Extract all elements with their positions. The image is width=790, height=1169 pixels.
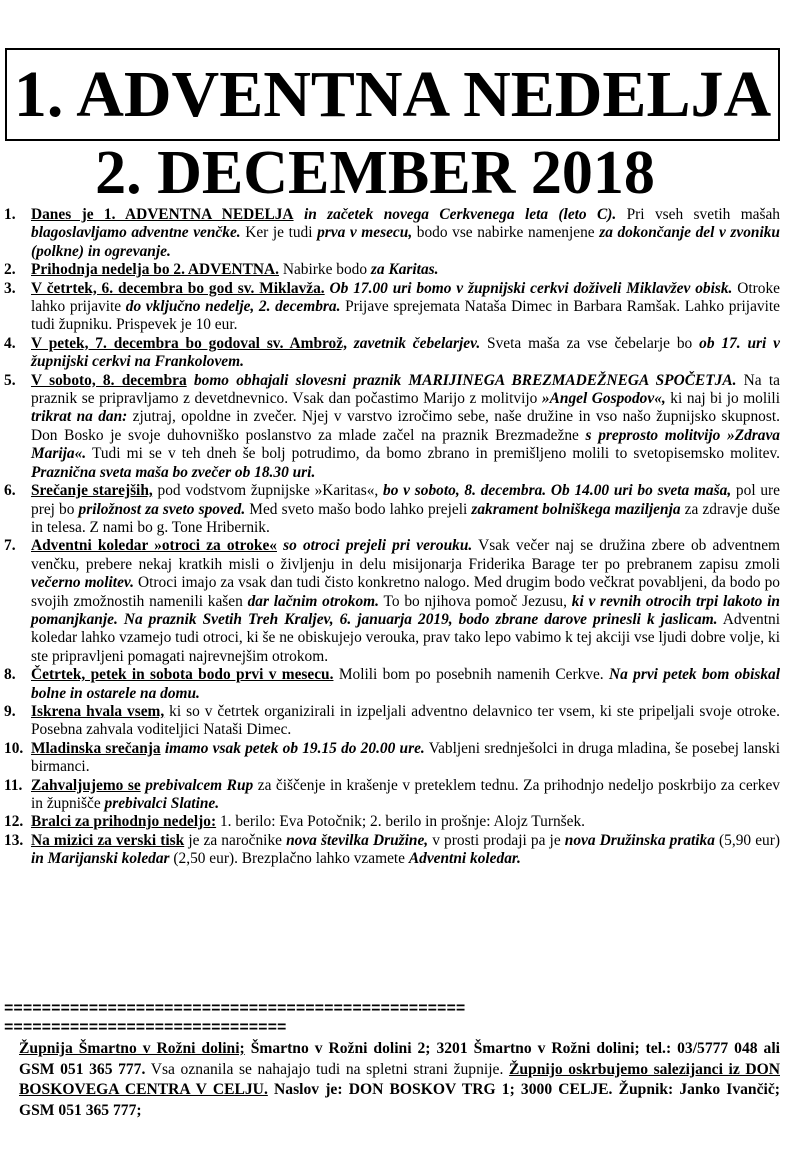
- item-emphasis: bo v soboto, 8. decembra. Ob 14.00 uri bo sveta maša,: [383, 482, 732, 500]
- item-emphasis: zavetnik čebelarjev.: [353, 334, 481, 352]
- item-emphasis: Praznična sveta maša bo zvečer ob 18.30 uri.: [31, 463, 316, 481]
- item-emphasis: prva v mesecu,: [317, 224, 413, 242]
- item-number: 12.: [4, 813, 24, 831]
- item-number: 7.: [4, 537, 16, 555]
- item-emphasis: za dokončanje del v zvoniku (polkne) in ogrevanje.: [31, 224, 780, 260]
- item-text: pol ure prej bo: [31, 482, 781, 518]
- announcement-item: [4, 537, 780, 666]
- item-emphasis: Ob 17.00 uri bomo v župnijski cerkvi doživeli Miklavžev obisk.: [329, 279, 733, 297]
- item-text: Vabljeni srednješolci in druga mladina, še posebej lanski birmanci.: [31, 739, 781, 776]
- item-heading: Danes je 1. ADVENTNA NEDELJA: [31, 206, 294, 223]
- item-number: 10.: [4, 739, 24, 757]
- item-number: 1.: [4, 206, 16, 223]
- item-text: za čiščenje in krašenje v preteklem tednu. Za prihodnjo nedeljo poskrbijo za cerkev in župnišče: [31, 776, 780, 812]
- item-heading: Iskrena hvala vsem,: [31, 702, 165, 720]
- item-heading: Srečanje starejših,: [31, 482, 153, 500]
- item-number: 2.: [4, 261, 16, 279]
- item-text: [347, 335, 354, 352]
- item-number: 11.: [4, 776, 23, 794]
- announcement-list: [4, 206, 780, 869]
- item-text: Adventni koledar lahko vzamejo tudi otroci, ki še ne obiskujejo verouka, prav tako lepo vabimo k tej akciji vse ljudi dobre volje, ki ste pripravljeni pomagati najrevnejšim otrokom.: [31, 610, 780, 665]
- parish-footer: [19, 1039, 780, 1121]
- announcement-item: [4, 261, 780, 279]
- page-date: 2. DECEMBER 2018: [95, 139, 655, 207]
- item-emphasis: bomo obhajali slovesni praznik MARIJINEGA BREZMADEŽNEGA SPOČETJA.: [193, 371, 737, 389]
- separator: [4, 1000, 784, 1038]
- item-emphasis: imamo vsak petek ob 19.15 do 20.00 ure.: [164, 739, 425, 757]
- website-note: Vsa oznanila se nahajajo tudi na spletni strani župnije.: [145, 1060, 504, 1078]
- separator-line-1: =================================================: [4, 1000, 466, 1018]
- item-text: Ker je tudi: [240, 224, 318, 242]
- item-text: Med sveto mašo bodo lahko prejeli: [245, 500, 472, 518]
- item-text: Otroci imajo za vsak dan tudi čisto konkretno nalogo. Med drugim bodo večkrat povabljeni, da bodo po svojih zmožnostih namenili kašen: [31, 574, 780, 610]
- announcement-item: [4, 482, 780, 537]
- item-text: zjutraj, opoldne in zvečer. Njej v varstvo izročimo sebe, naše družine in vso našo župnijsko skupnost. Don Bosko je svoje duhovniško poslanstvo za mlade začel na praznik Brezmadežne: [31, 408, 780, 444]
- item-text: (2,50 eur). Brezplačno lahko vzamete: [169, 850, 409, 868]
- item-text: Na ta praznik se pripravljamo z devetdnevnico. Vsak dan počastimo Marijo z molitvijo: [31, 371, 780, 408]
- item-emphasis: prebivalci Slatine.: [104, 795, 220, 812]
- announcement-item: [4, 206, 780, 261]
- center-address: Naslov je: DON BOSKOV TRG 1; 3000 CELJE. Župnik: Janko Ivančič; GSM 051 365 777;: [19, 1081, 780, 1119]
- item-text: Sveta maša za vse čebelarje bo: [480, 334, 700, 352]
- item-text: Molili bom po posebnih namenih Cerkve.: [333, 666, 609, 684]
- item-text: Tudi mi se v teh dneh še bolj potrudimo, da bomo zbrano in premišljeno molili to svetopisemsko molitev.: [86, 445, 780, 463]
- announcement-item: [4, 813, 780, 831]
- item-text: pod vodstvom župnijske »Karitas«,: [152, 482, 384, 500]
- page-title: 1. ADVENTNA NEDELJA: [13, 57, 772, 131]
- item-emphasis: do vključno nedelje, 2. decembra.: [125, 298, 341, 316]
- separator-line-2: ==============================: [4, 1019, 287, 1037]
- item-emphasis: Na prvi petek bom obiskal bolne in ostarele na domu.: [31, 666, 780, 702]
- item-text: za zdravje duše in telesa. Z nami bo g. Tone Hribernik.: [31, 500, 781, 536]
- parish-address: Šmartno v Rožni dolini 2; 3201 Šmartno v Rožni dolini; tel.: 03/5777 048 ali GSM 051 365 777.: [19, 1040, 780, 1078]
- item-heading: Adventni koledar »otroci za otroke«: [31, 537, 277, 555]
- item-text: Otroke lahko prijavite: [31, 279, 781, 316]
- item-emphasis: so otroci prejeli pri verouku.: [283, 537, 473, 555]
- item-text: [294, 206, 304, 223]
- item-text: 1. berilo: Eva Potočnik; 2. berilo in prošnje: Alojz Turnšek.: [216, 813, 586, 831]
- item-emphasis: nova Družinska pratika: [564, 831, 715, 849]
- item-emphasis: in začetek novega Cerkvenega leta (leto C).: [303, 206, 617, 223]
- announcement-item: [4, 372, 780, 482]
- announcement-item: [4, 280, 780, 335]
- item-heading: Na mizici za verski tisk: [31, 831, 185, 849]
- item-text: ki naj bi jo molili: [665, 390, 780, 408]
- item-emphasis: priložnost za sveto spoved.: [78, 500, 246, 518]
- item-number: 6.: [4, 482, 16, 500]
- item-heading: Prihodnja nedelja bo 2. ADVENTNA.: [31, 261, 279, 279]
- title-box: [5, 48, 780, 141]
- item-text: Pri vseh svetih mašah: [616, 206, 781, 223]
- item-number: 9.: [4, 702, 16, 720]
- item-emphasis: dar lačnim otrokom.: [247, 592, 380, 610]
- item-emphasis: in Marijanski koledar: [31, 850, 170, 868]
- item-emphasis: s preprosto molitvijo »Zdrava Marija«.: [31, 426, 781, 463]
- item-emphasis: blagoslavljamo adventne venčke.: [31, 224, 241, 242]
- item-text: (5,90 eur): [714, 831, 781, 849]
- item-text: Prijave sprejemata Nataša Dimec in Barbara Ramšak. Lahko prijavite tudi župniku. Prispevek je 10 eur.: [31, 298, 780, 334]
- item-emphasis: trikrat na dan:: [31, 408, 128, 426]
- item-emphasis: ob 17. uri v župnijski cerkvi na Frankolovem.: [31, 334, 780, 371]
- announcement-item: [4, 703, 780, 740]
- item-text: bodo vse nabirke namenjene: [412, 224, 600, 242]
- item-number: 13.: [4, 831, 24, 849]
- item-number: 5.: [4, 371, 16, 389]
- announcement-item: [4, 832, 780, 869]
- item-emphasis: zakrament bolniškega maziljenja: [471, 500, 681, 518]
- item-text: v prosti prodaji pa je: [428, 831, 565, 849]
- item-text: To bo njihova pomoč Jezusu,: [379, 592, 572, 610]
- announcement-item: [4, 666, 780, 703]
- parish-name: Župnija Šmartno v Rožni dolini;: [19, 1040, 245, 1057]
- item-text: je za naročnike: [184, 831, 287, 849]
- item-number: 3.: [4, 279, 16, 297]
- item-text: [187, 372, 194, 389]
- announcement-item: [4, 740, 780, 777]
- item-number: 4.: [4, 334, 16, 352]
- item-emphasis: večerno molitev.: [31, 574, 135, 592]
- item-heading: Mladinska srečanja: [31, 739, 161, 757]
- item-text: Nabirke bodo: [279, 261, 371, 279]
- announcement-item: [4, 335, 780, 372]
- item-text: ki so v četrtek organizirali in izpeljali adventno delavnico ter vsem, ki ste pripeljali svoje otroke. Posebna zahvala voditeljici Nataši Dimec.: [31, 702, 780, 739]
- item-emphasis: Adventni koledar.: [408, 850, 521, 868]
- item-emphasis: prebivalcem Rup: [145, 776, 254, 794]
- item-number: 8.: [4, 666, 16, 684]
- item-text: Vsak večer naj se družina zbere ob adventnem venčku, prebere nekaj kratkih misli o življenju in delu misijonarja Friderika Barage ter po prebranem zapisu zmoli: [31, 537, 780, 573]
- item-emphasis: ki v revnih otrocih trpi lakoto in pomanjkanje. Na praznik Svetih Treh Kraljev, 6. januarja 2019, bodo zbrane darove prinesli k jaslicam.: [31, 592, 780, 628]
- item-emphasis: za Karitas.: [370, 261, 439, 279]
- item-heading: V soboto, 8. decembra: [31, 371, 187, 389]
- item-heading: V petek, 7. decembra bo godoval sv. Ambrož,: [31, 334, 347, 352]
- served-by: Župnijo oskrbujemo salezijanci iz DON BOSKOVEGA CENTRA V CELJU.: [19, 1060, 780, 1098]
- item-heading: Četrtek, petek in sobota bodo prvi v mesecu.: [31, 666, 334, 684]
- item-heading: Zahvaljujemo se: [31, 776, 141, 794]
- announcement-item: [4, 777, 780, 814]
- item-emphasis: nova številka Družine,: [286, 831, 429, 849]
- item-emphasis: »Angel Gospodov«,: [541, 390, 666, 408]
- item-heading: V četrtek, 6. decembra bo god sv. Miklavža.: [31, 279, 325, 297]
- item-heading: Bralci za prihodnjo nedeljo:: [31, 813, 217, 831]
